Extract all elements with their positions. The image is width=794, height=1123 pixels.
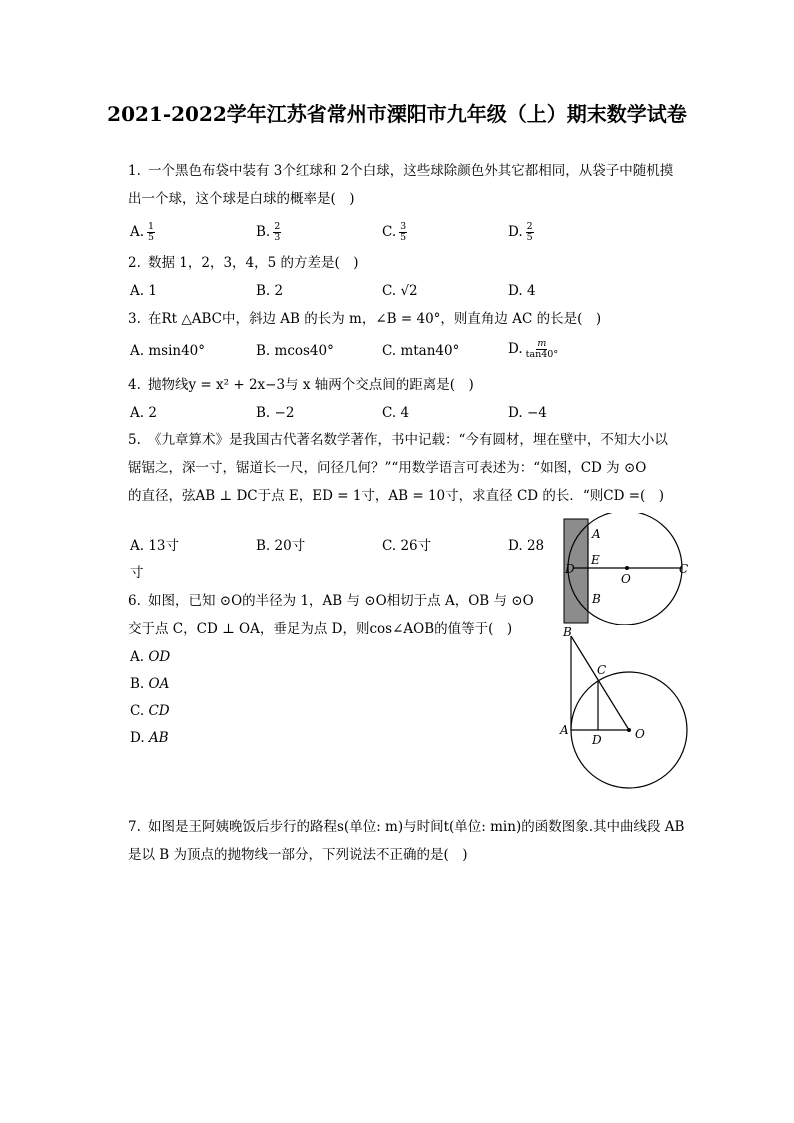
label-d: D: [592, 733, 602, 747]
question-5-line-2: 锯锯之，深一寸，锯道长一尺，问径几何？”“用数学语言可表述为：“如图，CD 为 ⊙O: [128, 460, 647, 476]
option-5c[interactable]: C. 26寸: [382, 538, 432, 554]
option-6b[interactable]: B. OA: [130, 676, 170, 692]
question-number: 1.: [128, 163, 141, 179]
option-6d[interactable]: D. AB: [130, 730, 169, 746]
question-2-line-1: 2. 数据 1，2，3，4，5 的方差是( ): [128, 255, 359, 271]
question-5-figure: [555, 513, 705, 625]
option-3a[interactable]: A. msin40°: [130, 343, 206, 359]
question-7-line-2: 是以 B 为顶点的抛物线一部分，下列说法不正确的是( ): [128, 847, 468, 863]
question-5-line-3: 的直径，弦AB ⊥ DC于点 E，ED = 1寸，AB = 10寸，求直径 CD 的长．“则CD =( ): [128, 488, 665, 504]
label-o: O: [621, 572, 631, 586]
option-1d[interactable]: D. $\frac{2}{5}$: [508, 221, 533, 243]
option-4c[interactable]: C. 4: [382, 405, 410, 421]
option-1c[interactable]: C. $\frac{3}{5}$: [382, 221, 407, 243]
question-number: 2.: [128, 255, 141, 271]
option-2c[interactable]: C. √2: [382, 283, 418, 299]
question-4-line-1: 4. 抛物线y = x² + 2x−3与 x 轴两个交点间的距离是( ): [128, 377, 474, 393]
question-6-figure: [555, 622, 695, 792]
option-1a[interactable]: A. $\frac{1}{5}$: [130, 221, 155, 243]
label-b: B: [563, 625, 572, 639]
label-a: A: [560, 723, 569, 737]
label-b: B: [592, 592, 601, 606]
label-o: O: [635, 727, 645, 741]
option-4a[interactable]: A. 2: [130, 405, 157, 421]
question-1-line-2: 出一个球，这个球是白球的概率是( ): [128, 191, 355, 207]
question-6-line-2: 交于点 C，CD ⊥ OA，垂足为点 D，则cos∠AOB的值等于( ): [128, 621, 513, 637]
option-6c[interactable]: C. CD: [130, 703, 170, 719]
center-point: [625, 566, 629, 570]
page-title: 2021-2022学年江苏省常州市溧阳市九年级（上）期末数学试卷: [107, 102, 687, 126]
question-6-line-1: 6. 如图，已知 ⊙O的半径为 1，AB 与 ⊙O相切于点 A，OB 与 ⊙O: [128, 593, 534, 609]
center-point: [627, 728, 631, 732]
segment-bo: [571, 636, 629, 730]
option-4b[interactable]: B. −2: [256, 405, 295, 421]
label-e: E: [591, 553, 600, 567]
option-5b[interactable]: B. 20寸: [256, 538, 306, 554]
label-c: C: [679, 562, 689, 576]
label-a: A: [592, 527, 601, 541]
question-number: 6.: [128, 593, 141, 609]
option-5d-wrap: 寸: [130, 565, 144, 581]
option-5d[interactable]: D. 28: [508, 538, 545, 554]
option-2a[interactable]: A. 1: [130, 283, 157, 299]
question-number: 5.: [128, 432, 141, 448]
option-2b[interactable]: B. 2: [256, 283, 284, 299]
question-number: 4.: [128, 377, 141, 393]
question-5-line-1: 5. 《九章算术》是我国古代著名数学著作，书中记载：“今有圆材，埋在壁中，不知大小以: [128, 432, 668, 448]
question-7-line-1: 7. 如图是王阿姨晚饭后步行的路程s(单位: m)与时间t(单位: min)的函数图象.其中曲线段 AB: [128, 819, 685, 835]
option-4d[interactable]: D. −4: [508, 405, 547, 421]
question-3-line-1: 3. 在Rt △ABC中，斜边 AB 的长为 m，∠B = 40°，则直角边 AC 的长是( ): [128, 311, 602, 327]
option-2d[interactable]: D. 4: [508, 283, 536, 299]
option-3b[interactable]: B. mcos40°: [256, 343, 334, 359]
option-3d[interactable]: D. $\frac{m}{\tan 40^\circ}$: [508, 338, 559, 360]
option-1b[interactable]: B. $\frac{2}{3}$: [256, 221, 281, 243]
option-5a[interactable]: A. 13寸: [130, 538, 180, 554]
option-3c[interactable]: C. mtan40°: [382, 343, 460, 359]
option-6a[interactable]: A. OD: [130, 649, 171, 665]
question-number: 3.: [128, 311, 141, 327]
label-c: C: [597, 663, 607, 677]
question-number: 7.: [128, 819, 141, 835]
label-d: D: [565, 562, 575, 576]
question-1-line-1: 1. 一个黑色布袋中装有 3个红球和 2个白球，这些球除颜色外其它都相同，从袋子中随机摸: [128, 163, 674, 179]
